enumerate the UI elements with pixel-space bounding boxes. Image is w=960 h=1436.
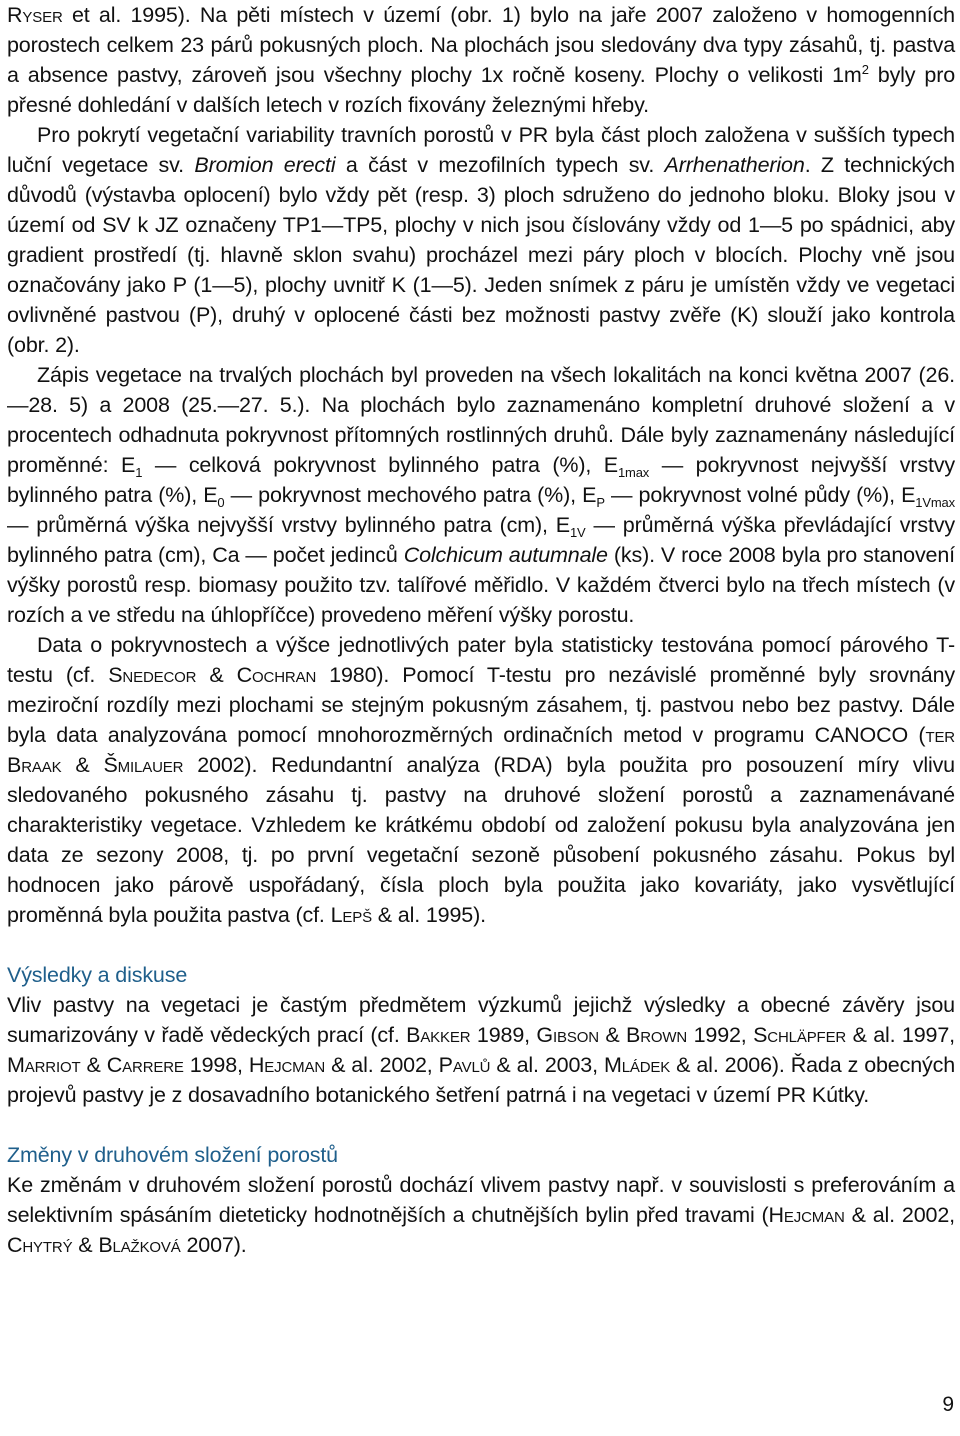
- section-heading-results: Výsledky a diskuse: [7, 963, 188, 987]
- page-content: [7, 0, 955, 1260]
- section-spacer: [7, 930, 955, 960]
- paragraph-methods-3: Zápis vegetace na trvalých plochách byl proveden na všech lokalitách na konci května 2007 (26.—28. 5) a 2008 (25.—27. 5.). Na plochách bylo zaznamenáno kompletní druhové složení a v procentech odhadnuta pokryvnost přítomných rostlinných druhů. Dále byly zaznamenány následující proměnné: $E_1$ — celková pokryvnost bylinného patra (%), $E_{1max}$ — pokryvnost nejvyšší vrstvy bylinného patra (%), $E_0$ — pokryvnost mechového patra (%), $E_P$ — pokryvnost volné půdy (%), $E_{1Vmax}$ — průměrná výška nejvyšší vrstvy bylinného patra (cm), $E_{1V}$ — průměrná výška převládající vrstvy bylinného patra (cm), Ca — počet jedinců Colchicum autumnale (ks). V roce 2008 byla pro stanovení výšky porostů resp. biomasy použito tzv. talířové měřidlo. V každém čtverci bylo na třech místech (v rozích a ve středu na úhlopříčce) provedeno měření výšky porostu.: [7, 363, 955, 627]
- page-number: 9: [942, 1393, 954, 1416]
- paragraph-methods-2: Pro pokrytí vegetační variability travních porostů v PR byla část ploch založena v sušších typech luční vegetace sv. Bromion erecti a část v mezofilních typech sv. Arrhenatherion. Z technických důvodů (výstavba oplocení) bylo vždy pět (resp. 3) ploch sdruženo do jednoho bloku. Bloky jsou v území od SV k JZ označeny TP1—TP5, plochy v nich jsou číslovány vždy od 1—5 po spádnici, aby gradient prostředí (tj. hlavně sklon svahu) procházel mezi páry ploch v blocích. Plochy vně jsou označovány jako P (1—5), plochy uvnitř K (1—5). Jeden snímek z páru je umístěn vždy ve vegetaci ovlivněné pastvou (P), druhý v oplocené části bez možnosti pastvy zvěře (K) slouží jako kontrola (obr. 2).: [7, 123, 955, 357]
- paragraph-methods-4: Data o pokryvnostech a výšce jednotlivých pater byla statisticky testována pomocí párového T-testu (cf. Snedecor & Cochran 1980). Pomocí T-testu pro nezávislé proměnné byly srovnány meziroční rozdíly mezi plochami se stejným pokusným zásahem, tj. pastvou nebo bez pastvy. Dále byla data analyzována pomocí mnohorozměrných ordinačních metod v programu CANOCO (ter Braak & Šmilauer 2002). Redundantní analýza (RDA) byla použita pro posouzení míry vlivu sledovaného pokusného zásahu tj. pastvy na druhové složení porostů a zaznamenávané charakteristiky vegetace. Vzhledem ke krátkému období od založení pokusu byla analyzována jen data ze sezony 2008, tj. po první vegetační sezoně působení pokusného zásahu. Pokus byl hodnocen jako párově uspořádaný, čísla ploch byla použita jako kovariáty, jako vysvětlující proměnná byla použita pastva (cf. Lepš & al. 1995).: [7, 633, 956, 927]
- paragraph-results: Vliv pastvy na vegetaci je častým předmětem výzkumů jejichž výsledky a obecné závěry jsou sumarizovány v řadě vědeckých prací (cf. Bakker 1989, Gibson & Brown 1992, Schläpfer & al. 1997, Marriot & Carrere 1998, Hejcman & al. 2002, Pavlů & al. 2003, Mládek & al. 2006). Řada z obecných projevů pastvy je z dosavadního botanického šetření patrná i na vegetaci v území PR Kútky.: [7, 993, 956, 1107]
- paragraph-species-changes: Ke změnám v druhovém složení porostů dochází vlivem pastvy např. v souvislosti s preferováním a selektivním spásáním dieteticky hodnotnějších a chutnějších bylin před travami (Hejcman & al. 2002, Chytrý & Blažková 2007).: [7, 1173, 955, 1257]
- paragraph-methods-1: Ryser et al. 1995). Na pěti místech v území (obr. 1) bylo na jaře 2007 založeno v homogenních porostech celkem 23 párů pokusných ploch. Na plochách jsou sledovány dva typy zásahů, tj. pastva a absence pastvy, zároveň jsou všechny plochy 1x ročně koseny. Plochy o velikosti $1m^2$ byly pro přesné dohledání v dalších letech v rozích fixovány železnými hřeby.: [7, 3, 956, 117]
- section-heading-species-changes: Změny v druhovém složení porostů: [7, 1143, 338, 1167]
- section-spacer: [7, 1110, 955, 1140]
